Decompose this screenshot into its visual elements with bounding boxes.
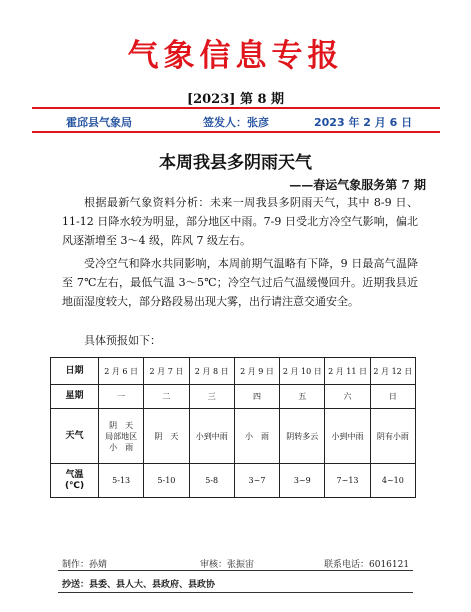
paragraph-forecast-intro: 具体预报如下：	[84, 334, 161, 347]
temp-label: 气温	[65, 469, 84, 480]
row-header-temperature	[51, 464, 99, 498]
weekday-cell: 二	[144, 385, 189, 409]
temp-cell: 5-10	[144, 464, 189, 498]
issue-date: 2023 年 2 月 6 日	[314, 116, 413, 129]
weather-line: 局部地区	[105, 431, 138, 441]
weekday-cell: 日	[370, 385, 415, 409]
footer-divider-bottom	[58, 592, 413, 593]
table-row	[51, 358, 416, 385]
paragraph-temperature: 受冷空气和降水共同影响，本周前期气温略有下降，9 日最高气温降至 7℃左右，最低气温 3～5℃；冷空气过后气温缓慢回升。近期我县近地面湿度较大，部分路段易出现大雾，出行请注意交通安全。	[62, 257, 418, 308]
contact-phone: 联系电话：6016121	[324, 560, 410, 570]
signer: 签发人：张彦	[203, 116, 269, 129]
temp-cell: 3~7	[234, 464, 279, 498]
weather-cell	[99, 409, 144, 464]
date-cell: 2 月 11 日	[325, 358, 370, 385]
weather-cell: 阴 天	[144, 409, 189, 464]
weather-cell: 阴转多云	[280, 409, 325, 464]
table-row	[51, 464, 416, 498]
reviewer: 审核：张振宙	[200, 560, 255, 570]
row-header-weekday: 星期	[51, 385, 99, 409]
temp-cell: 5-13	[99, 464, 144, 498]
article-subheading: ——春运气象服务第 7 期	[289, 178, 426, 192]
maker: 制作：孙婧	[62, 560, 108, 570]
weekday-cell: 六	[325, 385, 370, 409]
footer-divider-top	[58, 570, 413, 571]
weather-line: 阴 天	[109, 420, 134, 430]
weather-cell: 小到中雨	[325, 409, 370, 464]
header-divider-bottom	[32, 131, 440, 133]
date-cell: 2 月 8 日	[189, 358, 234, 385]
document-title: 气象信息专报	[127, 38, 344, 74]
weekday-cell: 三	[189, 385, 234, 409]
table-row	[51, 409, 416, 464]
weather-cell: 小 雨	[234, 409, 279, 464]
date-cell: 2 月 10 日	[280, 358, 325, 385]
weather-line: 小 雨	[109, 442, 134, 452]
weekday-cell: 四	[234, 385, 279, 409]
issuing-organization: 霍邱县气象局	[66, 116, 132, 129]
table-row	[51, 385, 416, 409]
row-header-weather: 天气	[51, 409, 99, 464]
weather-cell: 阴有小雨	[370, 409, 415, 464]
temp-cell: 5-8	[189, 464, 234, 498]
forecast-table	[50, 357, 416, 498]
issue-number: [2023] 第 8 期	[186, 92, 285, 107]
header-divider-top	[32, 107, 440, 109]
date-cell: 2 月 7 日	[144, 358, 189, 385]
row-header-date: 日期	[51, 358, 99, 385]
weekday-cell: 一	[99, 385, 144, 409]
temp-unit: (℃)	[64, 480, 85, 491]
temp-cell: 4~10	[370, 464, 415, 498]
date-cell: 2 月 12 日	[370, 358, 415, 385]
temp-cell: 7~13	[325, 464, 370, 498]
date-cell: 2 月 9 日	[234, 358, 279, 385]
weekday-cell: 五	[280, 385, 325, 409]
paragraph-overview: 根据最新气象资料分析：未来一周我县多阴雨天气，其中 8-9 日、11-12 日降水较为明显，部分地区中雨。7-9 日受北方冷空气影响，偏北风逐渐增至 3～4 级，阵风 7 级左右。	[62, 196, 418, 247]
cc-recipients: 抄送：县委、县人大、县政府、县政协	[62, 580, 216, 590]
date-cell: 2 月 6 日	[99, 358, 144, 385]
temp-cell: 3~9	[280, 464, 325, 498]
article-heading: 本周我县多阴雨天气	[159, 153, 312, 173]
weather-cell: 小到中雨	[189, 409, 234, 464]
